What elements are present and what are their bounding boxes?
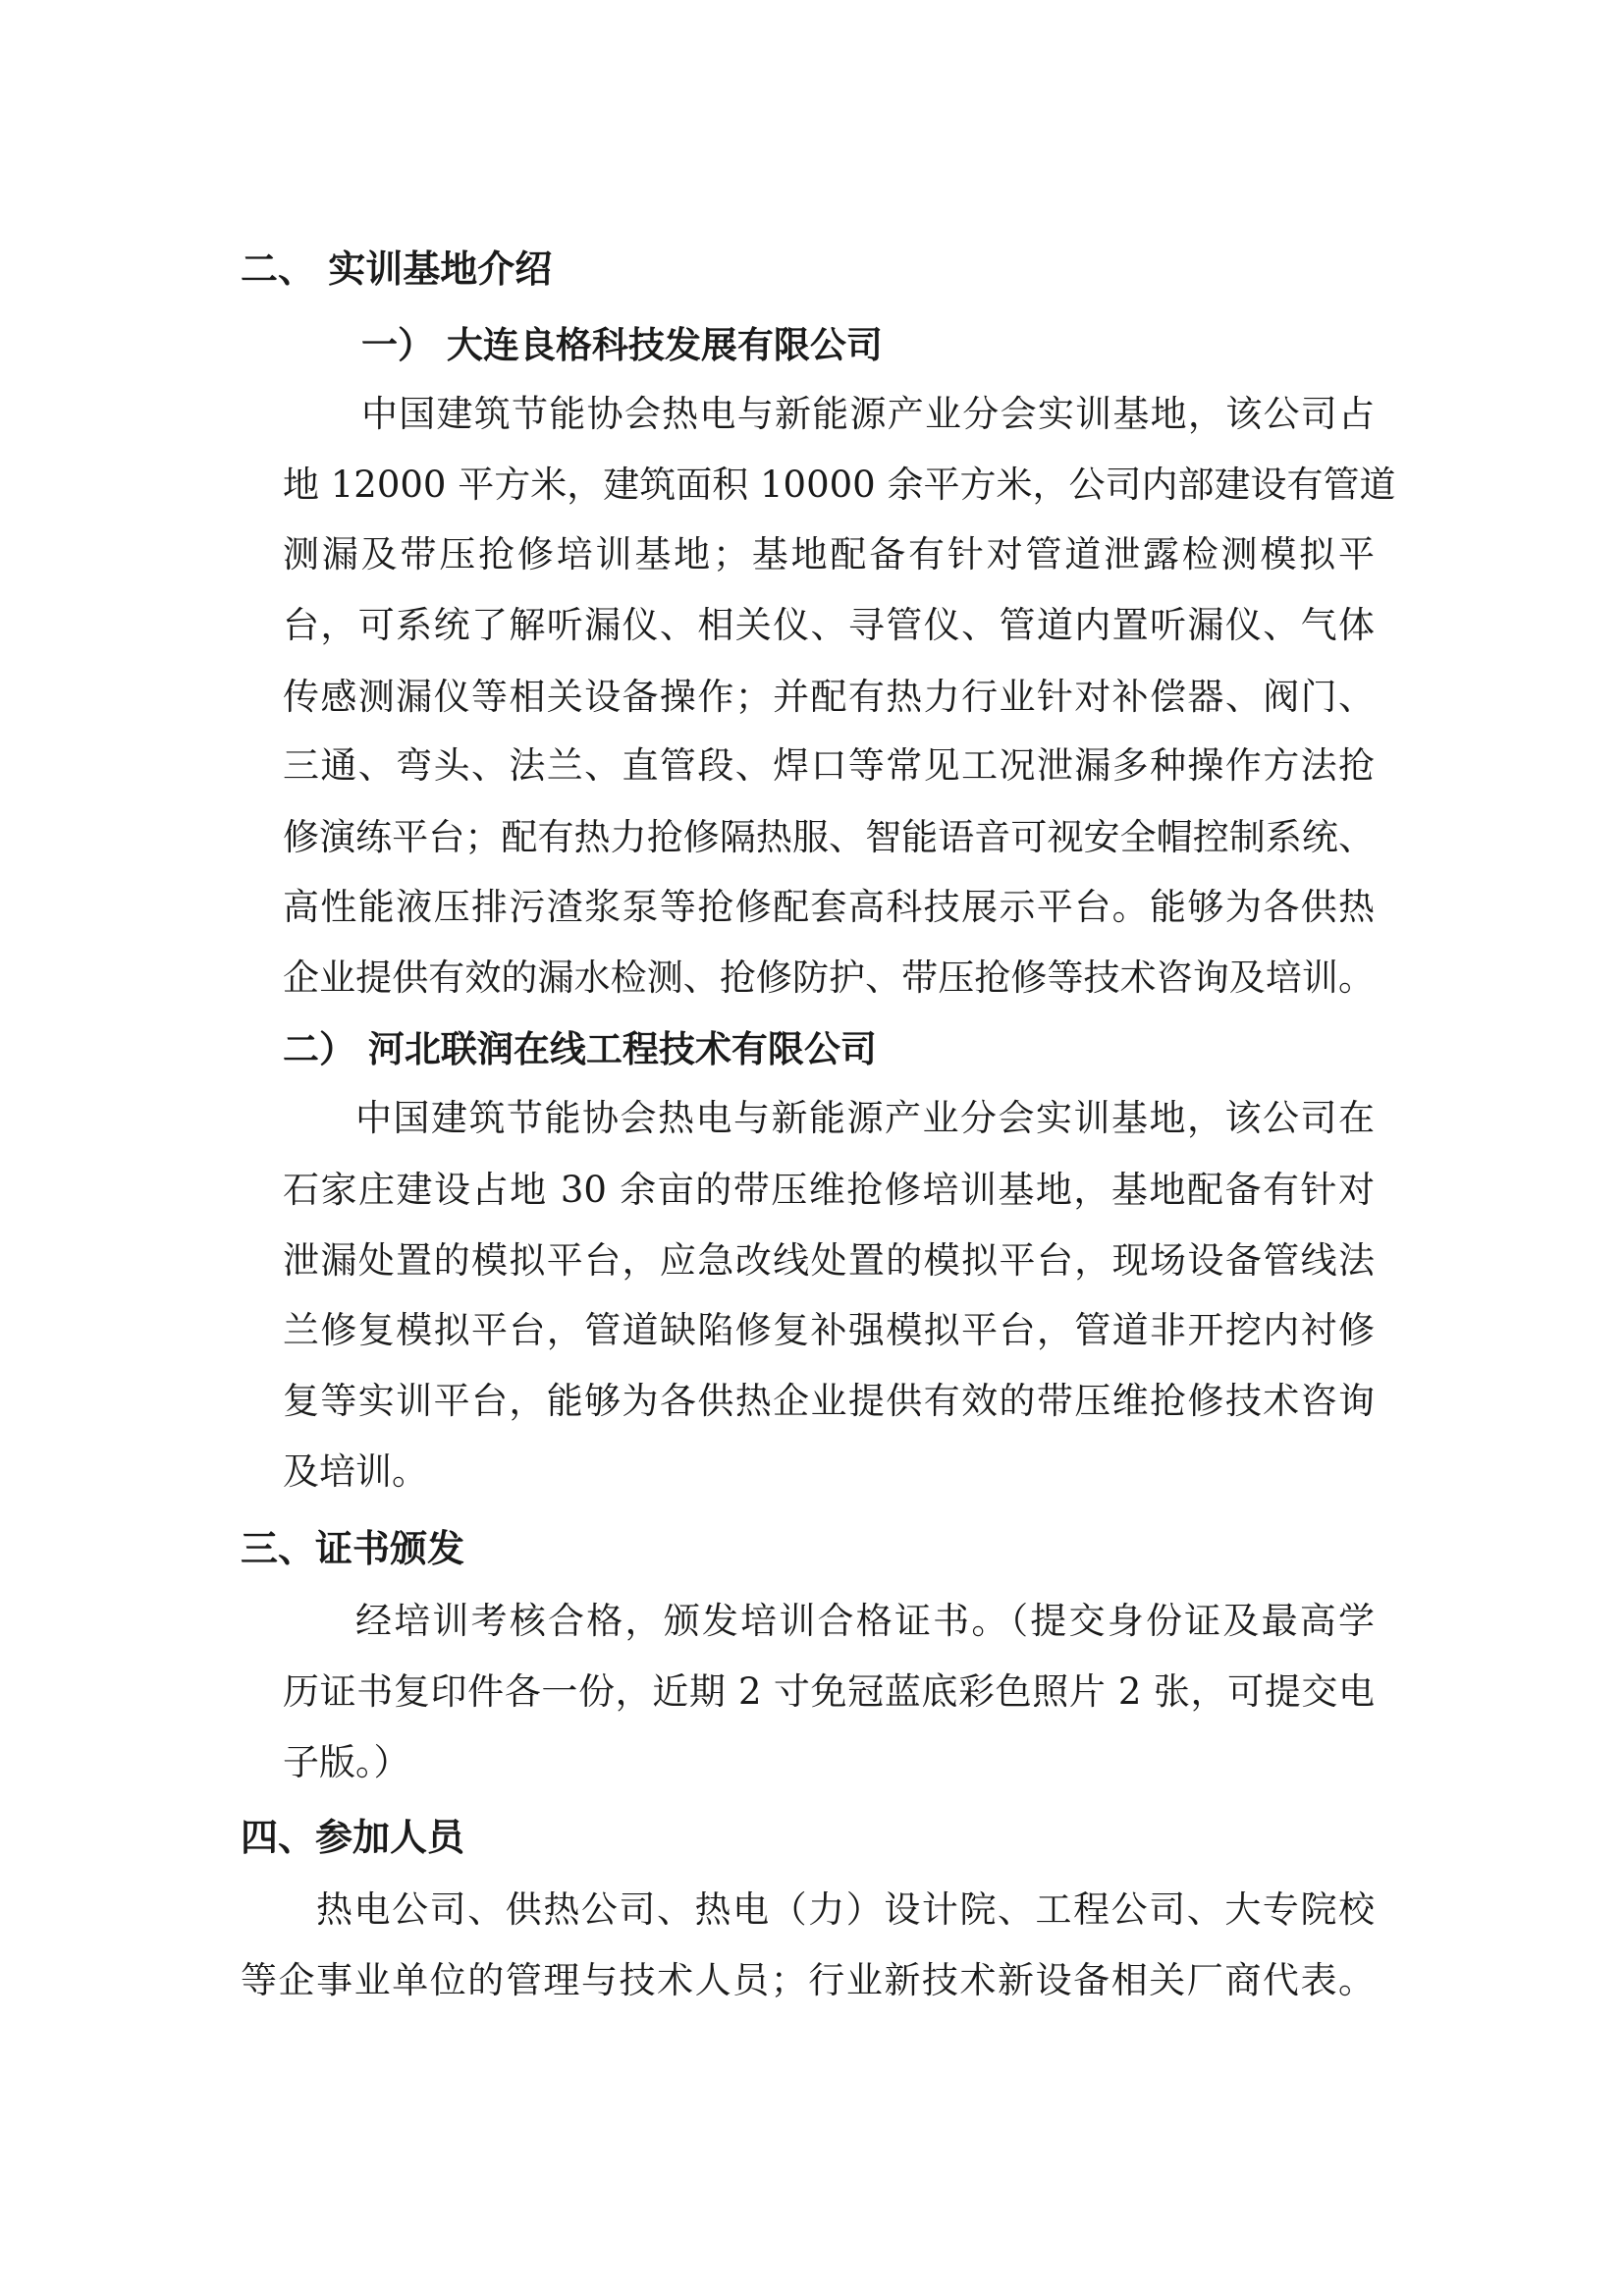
company-title-dalian: 一） 大连良格科技发展有限公司 xyxy=(361,323,883,366)
paragraph-line: 台，可系统了解听漏仪、相关仪、寻管仪、管道内置听漏仪、气体 xyxy=(283,604,1375,646)
paragraph-line: 复等实训平台，能够为各供热企业提供有效的带压维抢修技术咨询 xyxy=(283,1380,1375,1422)
paragraph-line: 热电公司、供热公司、热电（力）设计院、工程公司、大专院校 xyxy=(316,1888,1375,1931)
paragraph-line: 及培训。 xyxy=(283,1450,428,1493)
company-title-hebei: 二） 河北联润在线工程技术有限公司 xyxy=(283,1027,877,1070)
paragraph-line: 地 12000 平方米，建筑面积 10000 余平方米，公司内部建设有管道 xyxy=(283,464,1396,506)
paragraph-line: 中国建筑节能协会热电与新能源产业分会实训基地，该公司在 xyxy=(355,1097,1375,1139)
paragraph-line: 泄漏处置的模拟平台，应急改线处置的模拟平台，现场设备管线法 xyxy=(283,1239,1375,1282)
paragraph-line: 经培训考核合格，颁发培训合格证书。（提交身份证及最高学 xyxy=(355,1600,1375,1642)
section-heading-certificate: 三、证书颁发 xyxy=(241,1527,465,1570)
paragraph-line: 高性能液压排污渣浆泵等抢修配套高科技展示平台。能够为各供热 xyxy=(283,886,1375,928)
paragraph-line: 企业提供有效的漏水检测、抢修防护、带压抢修等技术咨询及培训。 xyxy=(283,957,1375,999)
section-heading-training-base: 二、 实训基地介绍 xyxy=(241,247,553,291)
paragraph-line: 修演练平台；配有热力抢修隔热服、智能语音可视安全帽控制系统、 xyxy=(283,816,1375,858)
paragraph-line: 子版。） xyxy=(283,1741,410,1783)
paragraph-line: 测漏及带压抢修培训基地；基地配备有针对管道泄露检测模拟平 xyxy=(283,533,1375,575)
paragraph-line: 传感测漏仪等相关设备操作；并配有热力行业针对补偿器、阀门、 xyxy=(283,676,1375,718)
paragraph-line: 三通、弯头、法兰、直管段、焊口等常见工况泄漏多种操作方法抢 xyxy=(283,744,1375,787)
paragraph-line: 等企事业单位的管理与技术人员；行业新技术新设备相关厂商代表。 xyxy=(241,1959,1375,2001)
paragraph-line: 中国建筑节能协会热电与新能源产业分会实训基地，该公司占 xyxy=(361,393,1375,435)
paragraph-line: 石家庄建设占地 30 余亩的带压维抢修培训基地，基地配备有针对 xyxy=(283,1169,1375,1211)
paragraph-line: 兰修复模拟平台，管道缺陷修复补强模拟平台，管道非开挖内衬修 xyxy=(283,1309,1375,1351)
section-heading-participants: 四、参加人员 xyxy=(241,1816,465,1859)
paragraph-line: 历证书复印件各一份，近期 2 寸免冠蓝底彩色照片 2 张，可提交电 xyxy=(283,1670,1375,1713)
